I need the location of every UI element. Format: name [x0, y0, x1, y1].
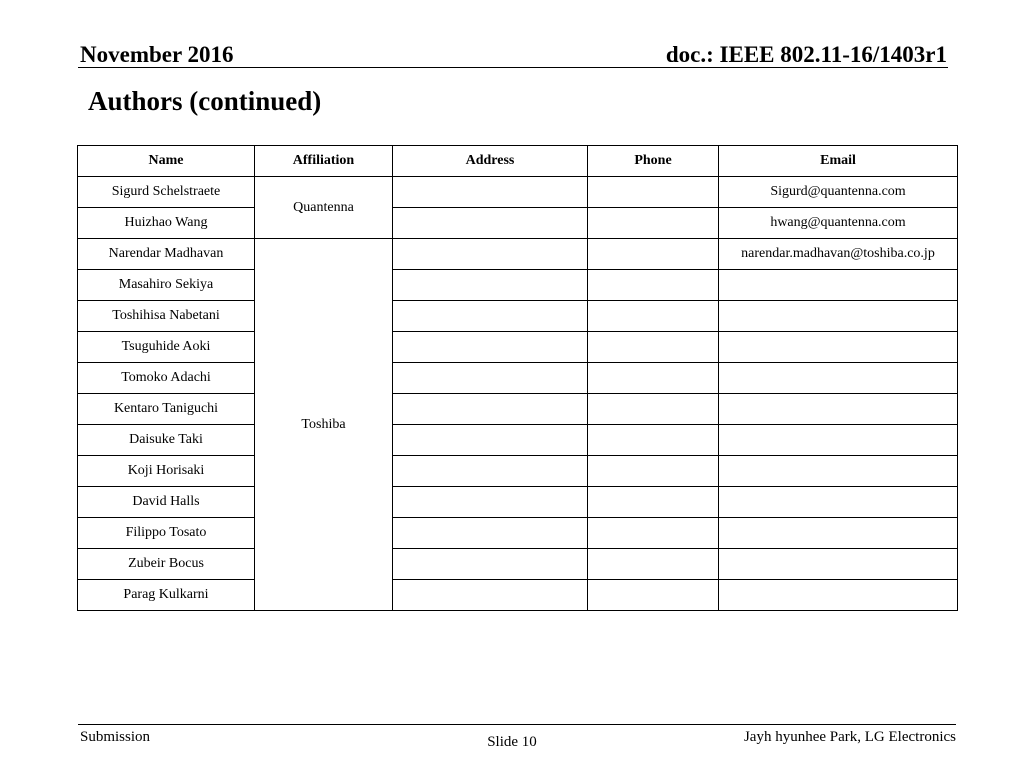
table-row: [78, 487, 958, 518]
author-name-cell: Kentaro Taniguchi: [78, 394, 255, 425]
author-name-cell: Parag Kulkarni: [78, 580, 255, 611]
author-email-cell: [719, 518, 958, 549]
header-doc-id: doc.: IEEE 802.11-16/1403r1: [665, 42, 947, 67]
author-address-cell: [393, 580, 588, 611]
table-row: [78, 208, 958, 239]
table-row: [78, 332, 958, 363]
author-phone-cell: [588, 208, 719, 239]
author-name-cell: Huizhao Wang: [78, 208, 255, 239]
author-email-cell: [719, 332, 958, 363]
author-name-cell: Tsuguhide Aoki: [78, 332, 255, 363]
author-name-cell: Koji Horisaki: [78, 456, 255, 487]
author-phone-cell: [588, 363, 719, 394]
author-phone-cell: [588, 425, 719, 456]
author-address-cell: [393, 239, 588, 270]
author-name-cell: Sigurd Schelstraete: [78, 177, 255, 208]
author-address-cell: [393, 425, 588, 456]
slide-title: Authors (continued): [88, 86, 322, 116]
author-phone-cell: [588, 394, 719, 425]
author-phone-cell: [588, 332, 719, 363]
author-phone-cell: [588, 580, 719, 611]
author-address-cell: [393, 549, 588, 580]
column-header-phone: Phone: [588, 146, 719, 177]
author-address-cell: [393, 456, 588, 487]
author-name-cell: Filippo Tosato: [78, 518, 255, 549]
author-address-cell: [393, 518, 588, 549]
author-name-cell: Tomoko Adachi: [78, 363, 255, 394]
author-email-cell: [719, 270, 958, 301]
author-name-cell: Masahiro Sekiya: [78, 270, 255, 301]
author-address-cell: [393, 487, 588, 518]
authors-table-body: [78, 177, 958, 611]
author-email-cell: [719, 301, 958, 332]
author-address-cell: [393, 301, 588, 332]
column-header-name: Name: [78, 146, 255, 177]
author-name-cell: Daisuke Taki: [78, 425, 255, 456]
table-row: [78, 177, 958, 208]
column-header-email: Email: [719, 146, 958, 177]
author-name-cell: Narendar Madhavan: [78, 239, 255, 270]
author-affiliation-cell: Toshiba: [255, 239, 393, 611]
author-address-cell: [393, 177, 588, 208]
author-email-cell: narendar.madhavan@toshiba.co.jp: [719, 239, 958, 270]
column-header-affiliation: Affiliation: [255, 146, 393, 177]
author-email-cell: [719, 549, 958, 580]
author-phone-cell: [588, 456, 719, 487]
table-row: [78, 456, 958, 487]
author-address-cell: [393, 208, 588, 239]
author-phone-cell: [588, 487, 719, 518]
header-divider: [78, 67, 948, 68]
author-phone-cell: [588, 270, 719, 301]
authors-table: [77, 145, 958, 611]
table-row: [78, 518, 958, 549]
table-row: [78, 549, 958, 580]
author-email-cell: [719, 394, 958, 425]
table-row: [78, 363, 958, 394]
table-row: [78, 425, 958, 456]
author-email-cell: [719, 456, 958, 487]
author-phone-cell: [588, 301, 719, 332]
author-email-cell: [719, 580, 958, 611]
author-email-cell: [719, 363, 958, 394]
author-phone-cell: [588, 177, 719, 208]
author-name-cell: Toshihisa Nabetani: [78, 301, 255, 332]
footer-divider: [78, 724, 956, 725]
author-affiliation-cell: Quantenna: [255, 177, 393, 239]
author-email-cell: [719, 425, 958, 456]
author-phone-cell: [588, 239, 719, 270]
author-address-cell: [393, 363, 588, 394]
author-address-cell: [393, 270, 588, 301]
author-email-cell: Sigurd@quantenna.com: [719, 177, 958, 208]
author-phone-cell: [588, 549, 719, 580]
table-header-row: [78, 146, 958, 177]
table-row: [78, 394, 958, 425]
table-row: [78, 580, 958, 611]
table-row: [78, 239, 958, 270]
author-email-cell: hwang@quantenna.com: [719, 208, 958, 239]
author-name-cell: David Halls: [78, 487, 255, 518]
column-header-address: Address: [393, 146, 588, 177]
table-row: [78, 270, 958, 301]
author-name-cell: Zubeir Bocus: [78, 549, 255, 580]
header-date: November 2016: [80, 42, 234, 67]
footer-submission: Submission: [80, 729, 151, 745]
author-address-cell: [393, 332, 588, 363]
table-row: [78, 301, 958, 332]
author-address-cell: [393, 394, 588, 425]
author-phone-cell: [588, 518, 719, 549]
footer-author: Jayh hyunhee Park, LG Electronics: [743, 729, 956, 745]
footer-slide-number: Slide 10: [487, 734, 537, 750]
author-email-cell: [719, 487, 958, 518]
